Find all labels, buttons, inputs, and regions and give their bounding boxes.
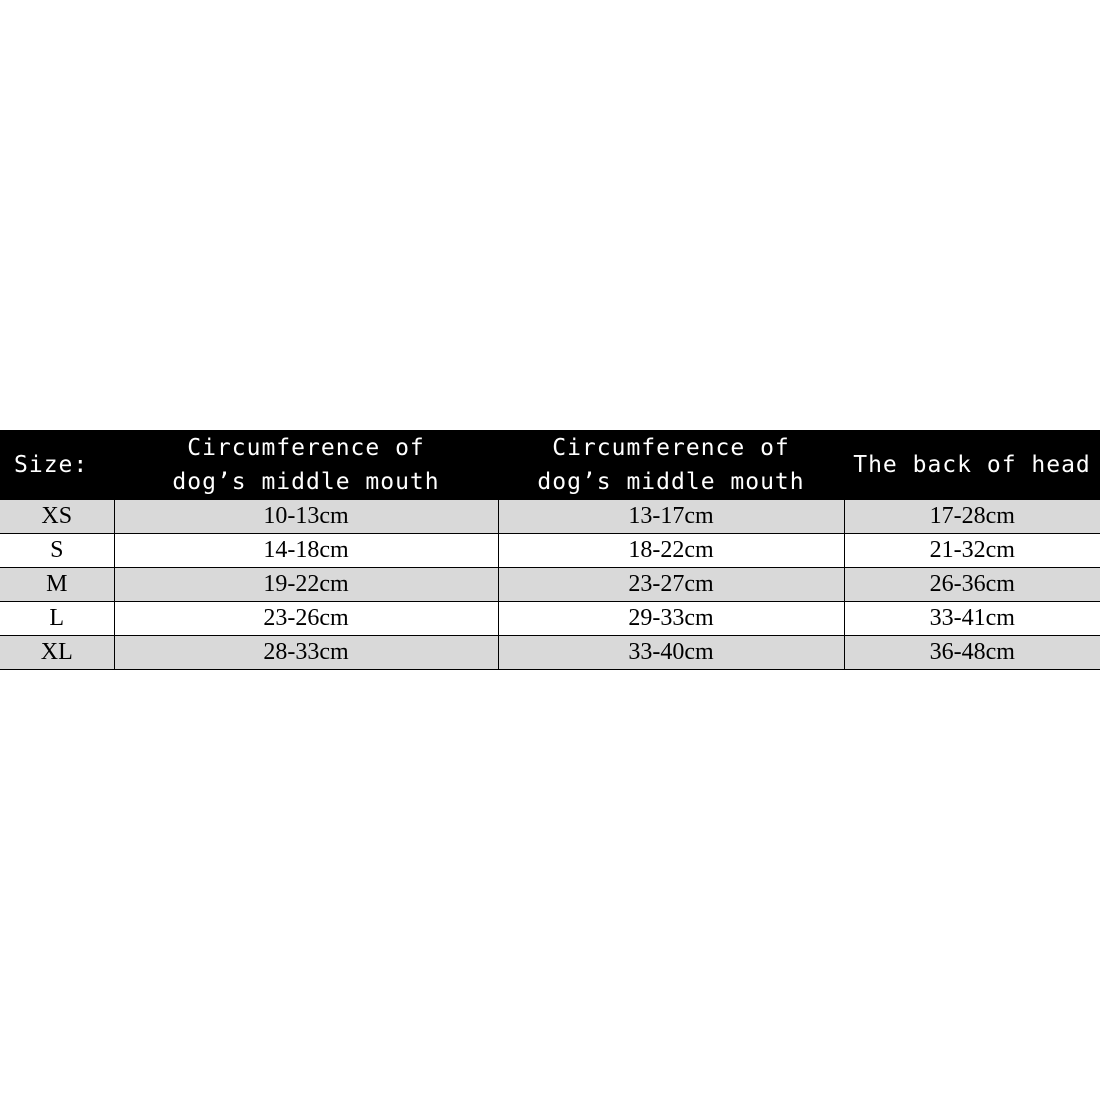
table-row <box>0 568 1100 602</box>
table-cell: 14-18cm <box>114 534 498 568</box>
header-line: Circumference of <box>552 435 790 461</box>
table-cell: 19-22cm <box>114 568 498 602</box>
header-mouth-circumference-2 <box>498 430 844 500</box>
table-cell: 28-33cm <box>114 636 498 670</box>
table-cell: 13-17cm <box>498 500 844 534</box>
header-line: The back of head <box>853 452 1091 478</box>
table-row <box>0 602 1100 636</box>
table-cell: 23-27cm <box>498 568 844 602</box>
table-cell: 36-48cm <box>844 636 1100 670</box>
table-cell: 33-41cm <box>844 602 1100 636</box>
size-cell: L <box>0 602 114 636</box>
table-row <box>0 636 1100 670</box>
table-cell: 26-36cm <box>844 568 1100 602</box>
table-cell: 29-33cm <box>498 602 844 636</box>
header-row <box>0 430 1100 500</box>
header-size-label: Size: <box>14 452 89 478</box>
table-cell: 17-28cm <box>844 500 1100 534</box>
table-cell: 10-13cm <box>114 500 498 534</box>
header-back-of-head <box>844 430 1100 500</box>
header-line: Circumference of <box>187 435 425 461</box>
table-row <box>0 534 1100 568</box>
table-row <box>0 500 1100 534</box>
header-line: dog’s middle mouth <box>172 469 440 495</box>
size-cell: XL <box>0 636 114 670</box>
header-mouth-circumference-1 <box>114 430 498 500</box>
table-cell: 23-26cm <box>114 602 498 636</box>
table-cell: 21-32cm <box>844 534 1100 568</box>
header-line: dog’s middle mouth <box>537 469 805 495</box>
size-cell: XS <box>0 500 114 534</box>
size-cell: S <box>0 534 114 568</box>
size-chart-table <box>0 430 1100 670</box>
size-cell: M <box>0 568 114 602</box>
table-cell: 18-22cm <box>498 534 844 568</box>
header-size <box>0 430 114 500</box>
table-cell: 33-40cm <box>498 636 844 670</box>
